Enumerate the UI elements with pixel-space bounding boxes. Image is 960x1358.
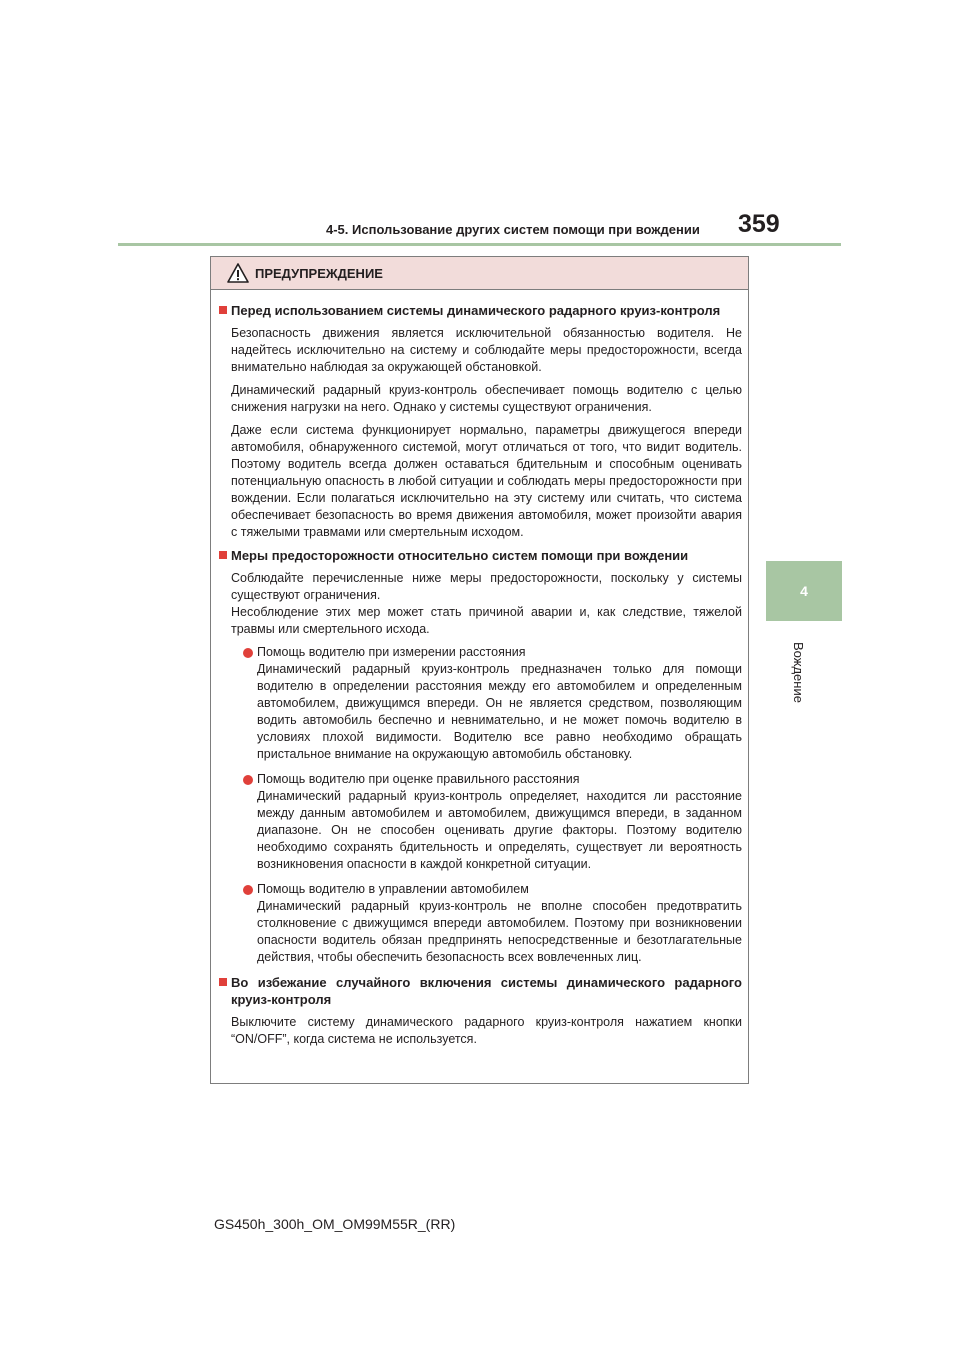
warning-body [211,290,748,1048]
bullet-body: Динамический радарный круиз-контроль не вполне способен предотвратить столкновение с движущимся впереди автомобилем. Поэтому при возникновении опасности водитель обязан предпринять непосредственные и безотлагательные действия, чтобы обеспечить безопасность всех вовлеченных лиц. [257,899,742,964]
paragraph: Даже если система функционирует нормально, параметры движущегося впереди автомобиля, обнаруженного системой, могут отличаться от того, что видит водитель. Поэтому водитель всегда должен оставаться бдительным и способным оценивать потенциальную опасность в любой ситуации и соблюдать меры предосторожности при вождении. Если полагаться исключительно на эту систему или считать, что система обеспечивает безопасность во время движения автомобиля, может произойти авария с тяжелыми травмами или смертельным исходом. [231,423,742,539]
paragraph: Соблюдайте перечисленные ниже меры предосторожности, поскольку у системы существуют ограничения. [231,571,742,602]
dot-bullet-icon [243,648,253,658]
paragraph: Безопасность движения является исключительной обязанностью водителя. Не надейтесь исключительно на систему и соблюдайте меры предосторожности, всегда внимательно наблюдая за окружающей обстановкой. [231,326,742,374]
bullet-text [257,644,742,763]
section-heading-text: Меры предосторожности относительно систем помощи при вождении [231,548,689,563]
bullet-text [257,881,742,966]
warning-title: ПРЕДУПРЕЖДЕНИЕ [255,265,383,281]
section-heading [219,547,742,564]
warning-triangle-icon [227,263,249,283]
chapter-tab: 4 [766,561,842,621]
section-heading [219,974,742,1008]
bullet-text [257,771,742,873]
bullet-body: Динамический радарный круиз-контроль предназначен только для помощи водителю в определении расстояния между его автомобилем и определенным автомобилем, движущимся впереди. Он не является средством, позволяющим водить автомобиль беспечно и невнимательно, и не может помочь водителю в условиях плохой видимости. Водителю все равно необходимо обращать пристальное внимание на окружающую автомобиль обстановку. [257,662,742,761]
square-bullet-icon [219,306,227,314]
page-number: 359 [738,210,780,238]
bullet-item [243,771,742,873]
chapter-label: Вождение [791,641,806,703]
paragraph: Выключите систему динамического радарного круиз-контроля нажатием кнопки “ON/OFF”, когда система не используется. [231,1015,742,1046]
dot-bullet-icon [243,885,253,895]
square-bullet-icon [219,551,227,559]
dot-bullet-icon [243,775,253,785]
bullet-item [243,881,742,966]
warning-header [211,257,748,290]
warning-box [210,256,749,1084]
section-heading [219,302,742,319]
square-bullet-icon [219,978,227,986]
bullet-title: Помощь водителю при оценке правильного расстояния [257,772,580,786]
bullet-title: Помощь водителю при измерении расстояния [257,645,526,659]
paragraph: Несоблюдение этих мер может стать причиной аварии и, как следствие, тяжелой травмы или смертельного исхода. [231,605,742,636]
paragraph: Динамический радарный круиз-контроль обеспечивает помощь водителю с целью снижения нагрузки на него. Однако у системы существуют ограничения. [231,383,742,414]
bullet-item [243,644,742,763]
footer-doc-code: GS450h_300h_OM_OM99M55R_(RR) [214,1216,456,1232]
section-heading-text: Перед использованием системы динамического радарного круиз-контроля [231,303,721,318]
bullet-body: Динамический радарный круиз-контроль определяет, находится ли расстояние между данным автомобилем и автомобилем, движущимся впереди, в заданном диапазоне. Он не способен оценивать другие факторы. Поэтому водителю необходимо сохранять бдительность и определять, существует ли вероятность возникновения опасности в каждой конкретной ситуации. [257,789,742,871]
section-heading-text: Во избежание случайного включения системы динамического радарного круиз-контроля [231,975,742,1007]
header-rule [118,243,841,246]
bullet-title: Помощь водителю в управлении автомобилем [257,882,529,896]
header-section-title: 4-5. Использование других систем помощи при вождении [326,222,700,237]
